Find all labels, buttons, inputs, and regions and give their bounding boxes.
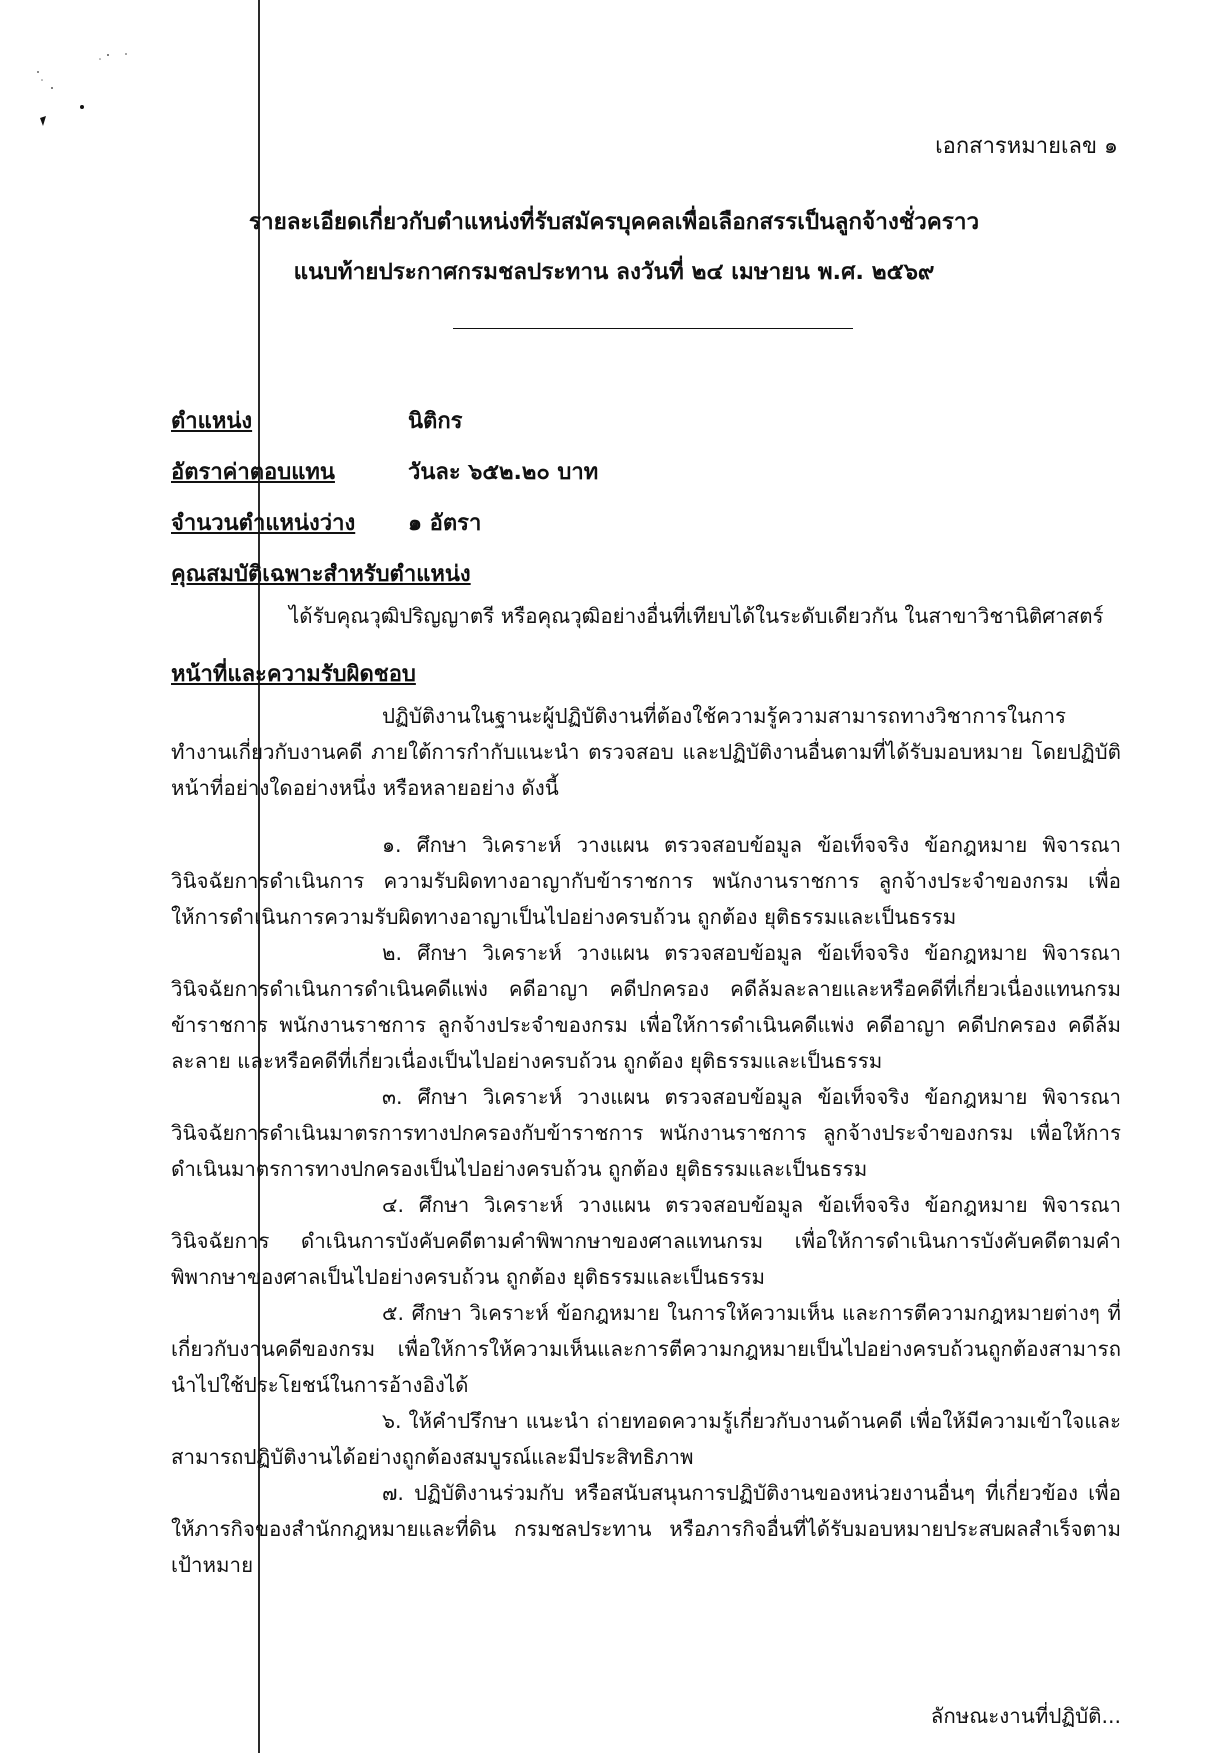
duty-item-1: ๑. ศึกษา วิเคราะห์ วางแผน ตรวจสอบข้อมูล ข้อเท็จจริง ข้อกฎหมาย พิจารณาวินิจฉัยการดำเนินการ ความรับผิดทางอาญากับข้าราชการ พนักงานราชการ ลูกจ้างประจำของกรม เพื่อให้การดำเนินการความรับผิดทางอาญาเป็นไปอย่างครบถ้วน ถูกต้อง ยุติธรรมและเป็นธรรม [171, 833, 1121, 929]
title-line-2: แนบท้ายประกาศกรมชลประทาน ลงวันที่ ๒๔ เมษายน พ.ศ. ๒๕๖๙ [293, 259, 935, 285]
continuation-text: ลักษณะงานที่ปฏิบัติ... [930, 1704, 1121, 1728]
pay-label: อัตราค่าตอบแทน [171, 460, 335, 485]
scan-specks-icon [30, 50, 150, 150]
duties-heading: หน้าที่และความรับผิดชอบ [171, 662, 416, 687]
document-number: เอกสารหมายเลข ๑ [935, 134, 1118, 159]
title-line-1: รายละเอียดเกี่ยวกับตำแหน่งที่รับสมัครบุคคลเพื่อเลือกสรรเป็นลูกจ้างชั่วคราว [248, 209, 980, 235]
duty-item-4: ๔. ศึกษา วิเคราะห์ วางแผน ตรวจสอบข้อมูล ข้อเท็จจริง ข้อกฎหมาย พิจารณาวินิจฉัยการ ดำเนินการบังคับคดีตามคำพิพากษาของศาลแทนกรม เพื่อให้การดำเนินการบังคับคดีตามคำพิพากษาของศาลเป็นไปอย่างครบถ้วน ถูกต้อง ยุติธรรมและเป็นธรรม [171, 1193, 1121, 1289]
duty-item-5: ๕. ศึกษา วิเคราะห์ ข้อกฎหมาย ในการให้ความเห็น และการตีความกฎหมายต่างๆ ที่เกี่ยวกับงานคดีของกรม เพื่อให้การให้ความเห็นและการตีความกฎหมายเป็นไปอย่างครบถ้วนถูกต้องสามารถนำไปใช้ประโยชน์ในการอ้างอิงได้ [171, 1301, 1121, 1397]
duty-item-6: ๖. ให้คำปรึกษา แนะนำ ถ่ายทอดความรู้เกี่ยวกับงานด้านคดี เพื่อให้มีความเข้าใจและสามารถปฏิบัติงานได้อย่างถูกต้องสมบูรณ์และมีประสิทธิภาพ [171, 1409, 1121, 1469]
position-label: ตำแหน่ง [171, 409, 253, 434]
duty-item-3: ๓. ศึกษา วิเคราะห์ วางแผน ตรวจสอบข้อมูล ข้อเท็จจริง ข้อกฎหมาย พิจารณาวินิจฉัยการดำเนินมาตรการทางปกครองกับข้าราชการ พนักงานราชการ ลูกจ้างประจำของกรม เพื่อให้การดำเนินมาตรการทางปกครองเป็นไปอย่างครบถ้วน ถูกต้อง ยุติธรรมและเป็นธรรม [171, 1085, 1121, 1181]
qualification-heading: คุณสมบัติเฉพาะสำหรับตำแหน่ง [171, 562, 471, 587]
title-underline-rule [453, 328, 853, 329]
duties-intro: ปฏิบัติงานในฐานะผู้ปฏิบัติงานที่ต้องใช้ความรู้ความสามารถทางวิชาการในการทำงานเกี่ยวกับงานคดี ภายใต้การกำกับแนะนำ ตรวจสอบ และปฏิบัติงานอื่นตามที่ได้รับมอบหมาย โดยปฏิบัติหน้าที่อย่างใดอย่างหนึ่ง หรือหลายอย่าง ดังนี้ [171, 704, 1121, 800]
vacancy-label: จำนวนตำแหน่งว่าง [171, 511, 356, 536]
qualification-text: ได้รับคุณวุฒิปริญญาตรี หรือคุณวุฒิอย่างอื่นที่เทียบได้ในระดับเดียวกัน ในสาขาวิชานิติศาสตร์ [289, 604, 1104, 628]
position-value: นิติกร [408, 409, 463, 434]
duty-item-7: ๗. ปฏิบัติงานร่วมกับ หรือสนับสนุนการปฏิบัติงานของหน่วยงานอื่นๆ ที่เกี่ยวข้อง เพื่อให้ภารกิจของสำนักกฎหมายและที่ดิน กรมชลประทาน หรือภารกิจอื่นที่ได้รับมอบหมายประสบผลสำเร็จตามเป้าหมาย [171, 1481, 1121, 1577]
pay-value: วันละ ๖๕๒.๒๐ บาท [408, 460, 599, 485]
duty-item-2: ๒. ศึกษา วิเคราะห์ วางแผน ตรวจสอบข้อมูล ข้อเท็จจริง ข้อกฎหมาย พิจารณาวินิจฉัยการดำเนินการดำเนินคดีแพ่ง คดีอาญา คดีปกครอง คดีล้มละลายและหรือคดีที่เกี่ยวเนื่องแทนกรม ข้าราชการ พนักงานราชการ ลูกจ้างประจำของกรม เพื่อให้การดำเนินคดีแพ่ง คดีอาญา คดีปกครอง คดีล้มละลาย และหรือคดีที่เกี่ยวเนื่องเป็นไปอย่างครบถ้วน ถูกต้อง ยุติธรรมและเป็นธรรม [171, 941, 1121, 1073]
vacancy-value: ๑ อัตรา [408, 511, 482, 536]
